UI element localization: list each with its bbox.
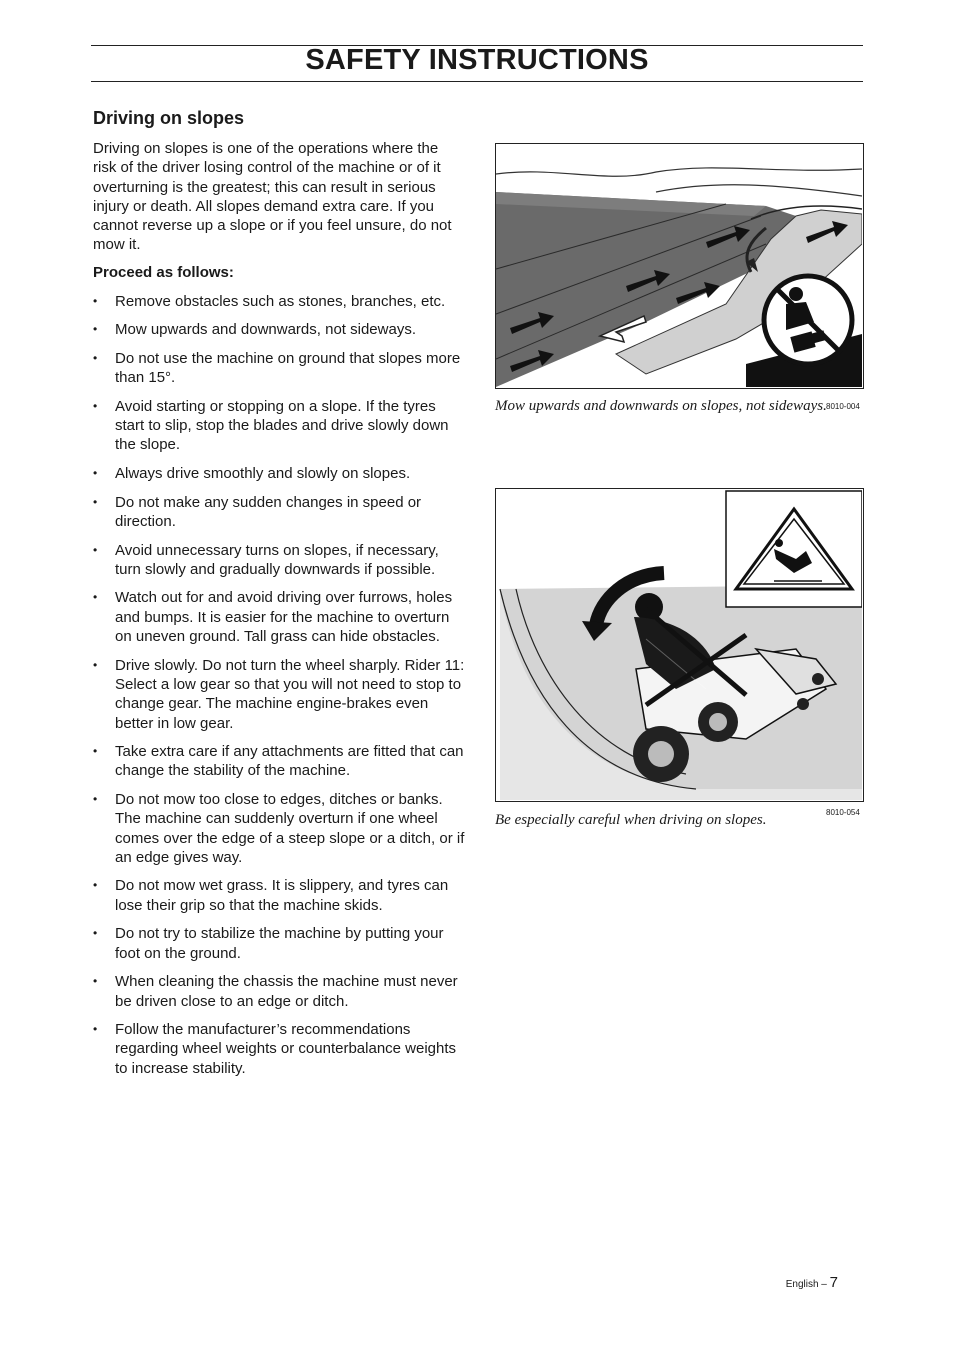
tipping-rider-illustration xyxy=(495,488,864,802)
page-number: 7 xyxy=(829,1274,838,1291)
tipping-rider-drawing xyxy=(496,489,862,800)
page-title: SAFETY INSTRUCTIONS xyxy=(305,44,649,76)
slope-mowing-drawing xyxy=(496,144,862,387)
list-item: • Do not make any sudden changes in speed or direction. xyxy=(93,493,465,532)
list-item: • Take extra care if any attachments are fitted that can change the stability of the machine. xyxy=(93,742,465,781)
page-footer xyxy=(786,1274,838,1291)
list-item: • Remove obstacles such as stones, branches, etc. xyxy=(93,292,465,311)
list-item: • Do not try to stabilize the machine by putting your foot on the ground. xyxy=(93,924,465,963)
list-item: • When cleaning the chassis the machine must never be driven close to an edge or ditch. xyxy=(93,972,465,1011)
figure-code: 8010-054 xyxy=(826,808,860,817)
list-item: • Do not use the machine on ground that slopes more than 15°. xyxy=(93,349,465,388)
intro-paragraph: Driving on slopes is one of the operations where the risk of the driver losing control of the machine or of it overturning is the greatest; this can result in serious injury or death. All slopes demand extra care. If you cannot reverse up a slope or if you feel unsure, do not mow it. xyxy=(93,140,452,254)
slope-mowing-illustration xyxy=(495,143,864,389)
list-item: • Do not mow wet grass. It is slippery, and tyres can lose their grip so that the machine skids. xyxy=(93,876,465,915)
figure-caption: Be especially careful when driving on slopes. xyxy=(495,812,767,828)
list-item: • Watch out for and avoid driving over furrows, holes and bumps. It is easier for the machine to overturn on uneven ground. Tall grass can hide obstacles. xyxy=(93,588,465,646)
list-item: • Avoid unnecessary turns on slopes, if necessary, turn slowly and gradually downwards if possible. xyxy=(93,541,465,580)
text-column xyxy=(93,108,465,1087)
section-heading: Driving on slopes xyxy=(93,108,245,128)
footer-language: English – xyxy=(785,1279,827,1290)
header-bottom-rule xyxy=(91,81,863,82)
list-item: • Drive slowly. Do not turn the wheel sharply. Rider 11: Select a low gear so that you will not need to stop to change gear. The machine engine-brakes even better in low gear. xyxy=(93,656,465,733)
list-item: • Mow upwards and downwards, not sideways. xyxy=(93,320,465,339)
instruction-list xyxy=(93,292,465,1078)
figure-code: 8010-004 xyxy=(826,402,860,411)
no-sideways-mowing-icon xyxy=(764,276,852,364)
list-item: • Avoid starting or stopping on a slope. If the tyres start to slip, stop the blades and drive slowly down the slope. xyxy=(93,397,465,455)
list-item: • Follow the manufacturer’s recommendations regarding wheel weights or counterbalance weights to increase stability. xyxy=(93,1020,465,1078)
figure-caption: Mow upwards and downwards on slopes, not sideways. xyxy=(495,398,827,414)
list-item: • Always drive smoothly and slowly on slopes. xyxy=(93,464,465,483)
proceed-label: Proceed as follows: xyxy=(93,263,234,281)
list-item: • Do not mow too close to edges, ditches or banks. The machine can suddenly overturn if one wheel comes over the edge of a steep slope or a ditch, or if an edge gives way. xyxy=(93,790,465,867)
